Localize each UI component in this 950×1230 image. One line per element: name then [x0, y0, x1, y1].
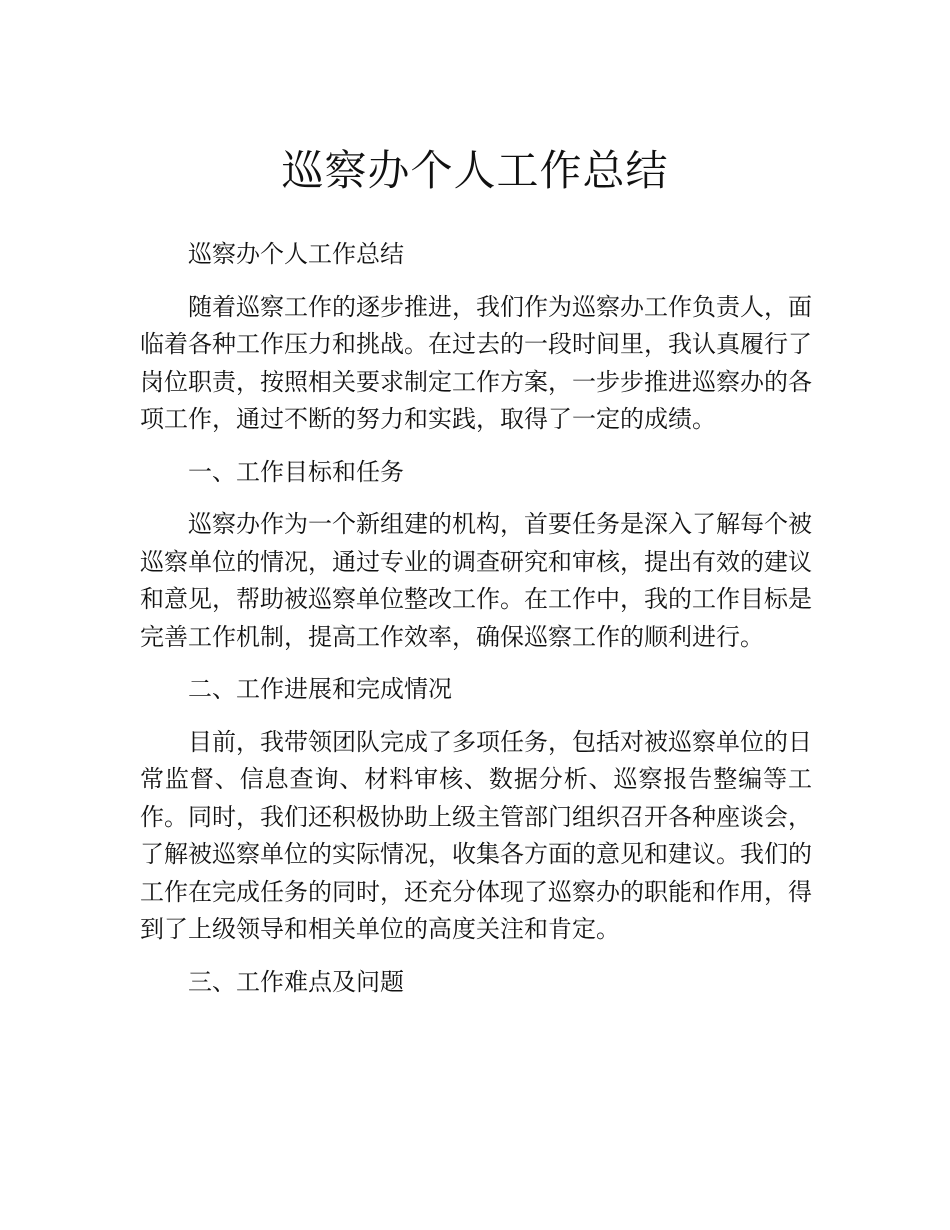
paragraph-intro: 随着巡察工作的逐步推进，我们作为巡察办工作负责人，面临着各种工作压力和挑战。在过去的一段时间里，我认真履行了岗位职责，按照相关要求制定工作方案，一步步推进巡察办的各项工作，通过不断的努力和实践，取得了一定的成绩。: [140, 292, 812, 433]
paragraph-progress: 目前，我带领团队完成了多项任务，包括对被巡察单位的日常监督、信息查询、材料审核、数据分析、巡察报告整编等工作。同时，我们还积极协助上级主管部门组织召开各种座谈会，了解被巡察单位的实际情况，收集各方面的意见和建议。我们的工作在完成任务的同时，还充分体现了巡察办的职能和作用，得到了上级领导和相关单位的高度关注和肯定。: [140, 727, 812, 943]
paragraph-goals: 巡察办作为一个新组建的机构，首要任务是深入了解每个被巡察单位的情况，通过专业的调查研究和审核，提出有效的建议和意见，帮助被巡察单位整改工作。在工作中，我的工作目标是完善工作机制，提高工作效率，确保巡察工作的顺利进行。: [140, 510, 812, 651]
section-heading-goals: 一、工作目标和任务: [188, 457, 404, 486]
document-title: 巡察办个人工作总结: [281, 146, 669, 195]
section-heading-difficulties: 三、工作难点及问题: [188, 967, 404, 996]
document-body: [140, 236, 812, 1016]
paragraph-subtitle: 巡察办个人工作总结: [188, 240, 404, 268]
section-heading-progress: 二、工作进展和完成情况: [188, 675, 452, 703]
